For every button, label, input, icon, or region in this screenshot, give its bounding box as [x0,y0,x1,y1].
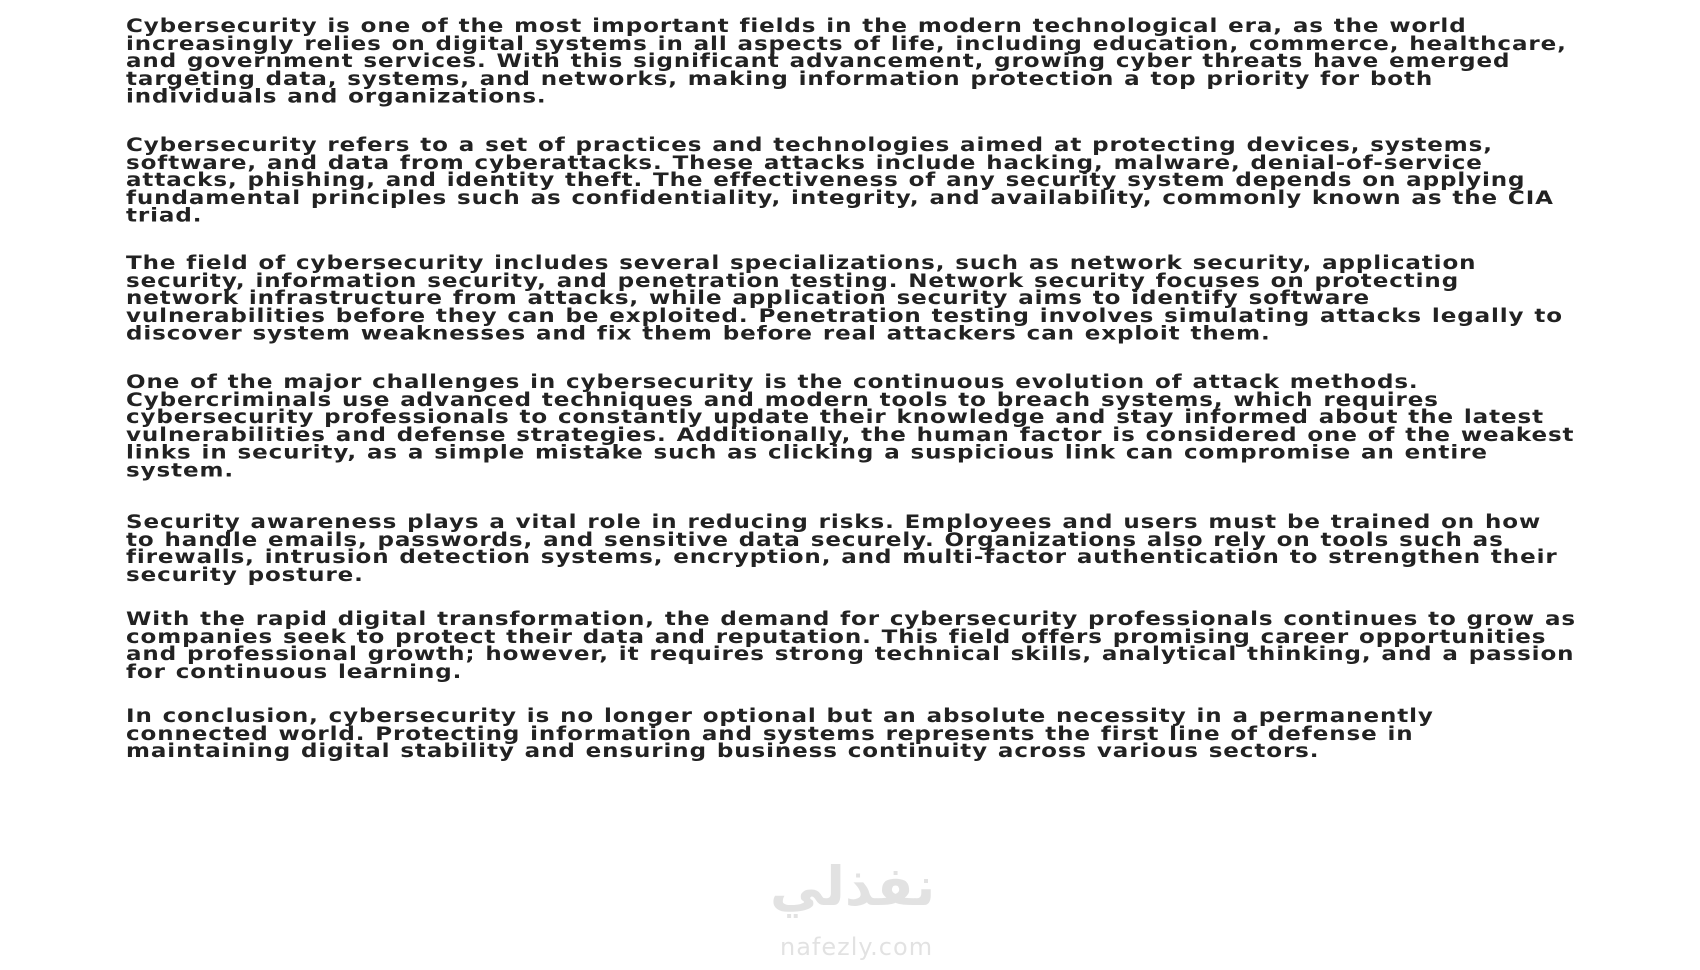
paragraph-7: In conclusion, cybersecurity is no longer optional but an absolute necessity in a permanently connected world. Protecting information and systems represents the first line of defense in maintaining digital stability and ensuring business continuity across various sectors. [126,705,1434,762]
watermark [740,855,980,965]
watermark-logo: نفذلي [770,855,936,918]
paragraph-1: Cybersecurity is one of the most important fields in the modern technological era, as the world increasingly relies on digital systems in all aspects of life, including education, commerce, healthcare, and government services. With this significant advancement, growing cyber threats have emerged targeting data, systems, and networks, making information protection a top priority for both individuals and organizations. [126,15,1567,108]
paragraph-6: With the rapid digital transformation, the demand for cybersecurity professionals continues to grow as companies seek to protect their data and reputation. This field offers promising career opportunities and professional growth; however, it requires strong technical skills, analytical thinking, and a passion for continuous learning. [126,608,1576,683]
paragraph-5: Security awareness plays a vital role in reducing risks. Employees and users must be trained on how to handle emails, passwords, and sensitive data securely. Organizations also rely on tools such as firewalls, intrusion detection systems, encryption, and multi-factor authentication to strengthen their security posture. [126,511,1558,586]
paragraph-3: The field of cybersecurity includes several specializations, such as network security, application security, information security, and penetration testing. Network security focuses on protecting network infrastructure from attacks, while application security aims to identify software vulnerabilities before they can be exploited. Penetration testing involves simulating attacks legally to discover system weaknesses and fix them before real attackers can exploit them. [126,252,1563,345]
document-body [126,15,1576,783]
paragraph-2: Cybersecurity refers to a set of practices and technologies aimed at protecting devices, systems, software, and data from cyberattacks. These attacks include hacking, malware, denial-of-service attacks, phishing, and identity theft. The effectiveness of any security system depends on applying fundamental principles such as confidentiality, integrity, and availability, commonly known as the CIA triad. [126,134,1554,226]
watermark-url: nafezly.com [780,933,934,961]
paragraph-4: One of the major challenges in cybersecurity is the continuous evolution of attack methods. Cybercriminals use advanced techniques and modern tools to breach systems, which requires cybersecurity professionals to constantly update their knowledge and stay informed about the latest vulnerabilities and defense strategies. Additionally, the human factor is considered one of the weakest links in security, as a simple mistake such as clicking a suspicious link can compromise an entire system. [126,371,1575,481]
